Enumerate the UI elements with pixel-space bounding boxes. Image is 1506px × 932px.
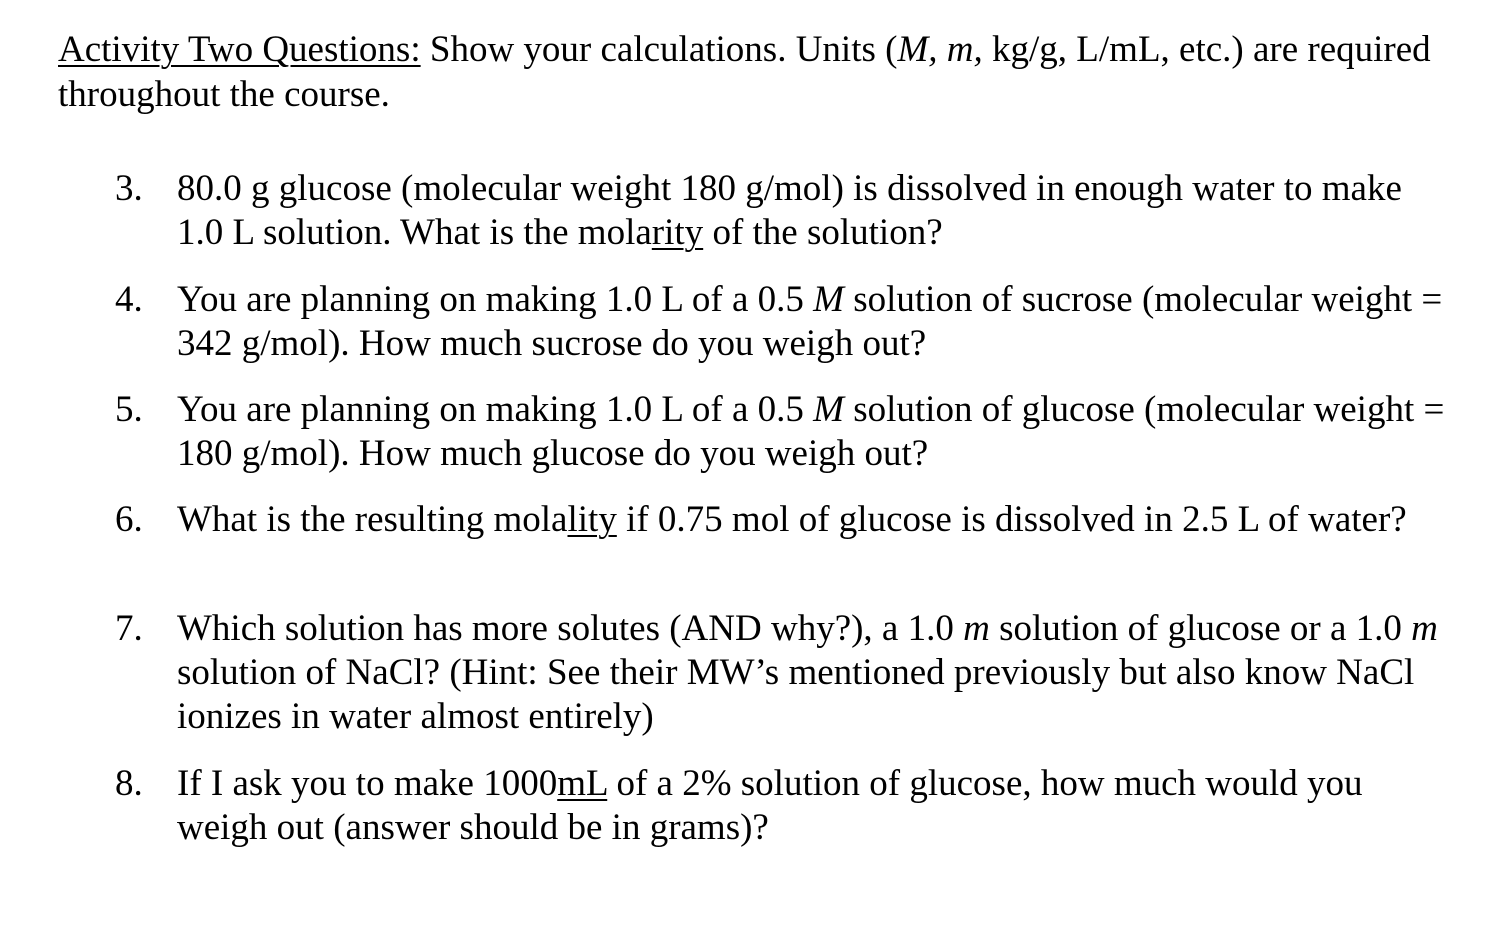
question-number: 6.	[115, 499, 143, 540]
question-text-segment: of a 2% solution of glucose, how much would you weigh out (answer should be in grams)?	[177, 763, 1363, 848]
question-text	[177, 762, 1457, 850]
question-text	[177, 607, 1457, 739]
question-text-segment: 80.0 g glucose (molecular weight 180 g/mol) is dissolved in enough water to make 1.0 L solution. What is the mola	[177, 168, 1402, 253]
question-text	[177, 388, 1457, 476]
question-text-segment: solution of glucose or a 1.0	[989, 608, 1412, 649]
question-text	[177, 167, 1457, 255]
question-text-segment: solution of sucrose (molecular weight = 342 g/mol). How much sucrose do you weigh out?	[177, 279, 1443, 364]
question-text-segment: m	[963, 608, 990, 649]
question-text-segment: You are planning on making 1.0 L of a 0.5	[177, 389, 814, 430]
question-text-segment: What is the resulting mola	[177, 499, 568, 540]
question-number: 4.	[115, 279, 143, 320]
question-number: 3.	[115, 168, 143, 209]
question-text	[177, 278, 1457, 366]
question-text-segment: rity	[651, 212, 704, 253]
heading-intro-b: kg/g, L/mL, etc.) are required throughout the course.	[58, 29, 1431, 115]
question-number: 5.	[115, 389, 143, 430]
question-text-segment: lity	[567, 499, 617, 540]
question-text-segment: M	[813, 389, 844, 430]
heading-intro-a: Show your calculations. Units (	[420, 29, 898, 70]
question-text-segment: You are planning on making 1.0 L of a 0.5	[177, 279, 814, 320]
heading-title: Activity Two Questions:	[58, 29, 421, 70]
question-text-segment: Which solution has more solutes (AND why?), a 1.0	[177, 608, 964, 649]
question-text	[177, 498, 1457, 542]
question-text-segment: solution of glucose (molecular weight = 180 g/mol). How much glucose do you weigh out?	[177, 389, 1445, 474]
question-text-segment: M	[813, 279, 844, 320]
question-number: 7.	[115, 608, 143, 649]
question-text-segment: If I ask you to make 1000	[177, 763, 558, 804]
question-text-segment: m	[1411, 608, 1438, 649]
question-text-segment: solution of NaCl? (Hint: See their MW’s mentioned previously but also know NaCl ionizes in water almost entirely)	[177, 652, 1415, 737]
question-number: 8.	[115, 763, 143, 804]
heading-unit-m: M, m,	[897, 29, 983, 70]
question-text-segment: of the solution?	[703, 212, 943, 253]
question-text-segment: mL	[557, 763, 608, 804]
activity-heading	[58, 27, 1458, 117]
question-text-segment: if 0.75 mol of glucose is dissolved in 2.5 L of water?	[616, 499, 1407, 540]
